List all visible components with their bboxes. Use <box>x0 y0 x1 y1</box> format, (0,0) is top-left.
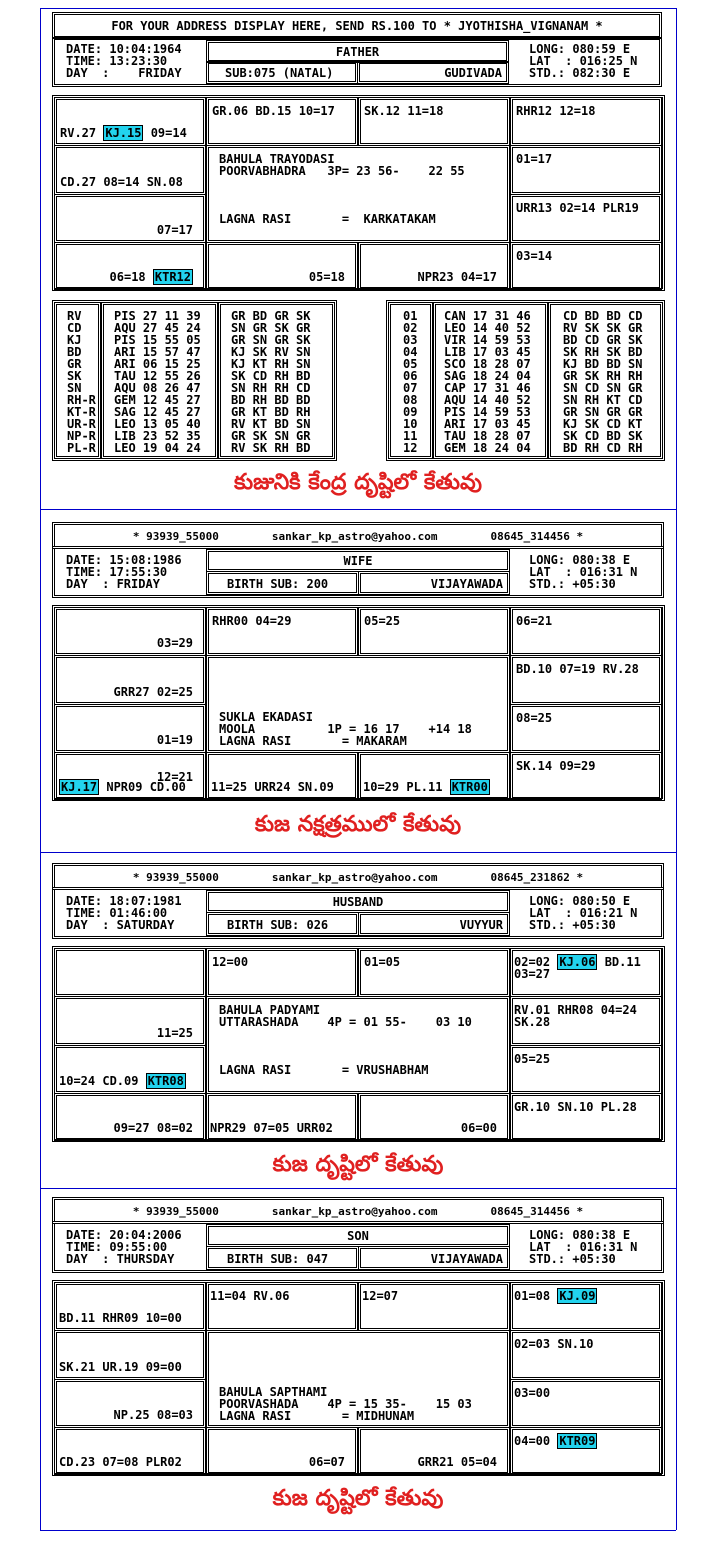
house-text: GRR27 02=25 <box>113 685 193 699</box>
house-text: RHR00 04=29 <box>212 614 292 628</box>
house-text: 11=25 URR24 SN.09 <box>211 780 334 794</box>
sub-text: BIRTH SUB: 047 <box>227 1252 329 1266</box>
house-text: 12=07 <box>362 1289 399 1303</box>
house-text: 03=27 <box>514 967 551 981</box>
house-text: 03=14 <box>516 249 553 263</box>
house-text: RV.01 RHR08 04=24 <box>514 1003 637 1017</box>
std-text: STD.: +05:30 <box>529 577 616 591</box>
house-cell <box>510 1379 662 1428</box>
house-text: 01=08 KJ.09 <box>514 1289 596 1303</box>
place-text: GUDIVADA <box>444 66 502 80</box>
table-col <box>548 302 663 459</box>
house-cell <box>54 655 206 705</box>
house-cell <box>54 194 206 243</box>
house-cell <box>54 704 206 753</box>
house-cell <box>206 1282 358 1331</box>
house-cell <box>358 948 510 997</box>
house-cell <box>510 145 662 195</box>
banner-box <box>52 12 662 39</box>
caption: కుజ దృష్టిలో కేతువు <box>272 1152 444 1177</box>
banner-text: FOR YOUR ADDRESS DISPLAY HERE, SEND RS.100 TO * JYOTHISHA_VIGNANAM * <box>111 19 603 33</box>
highlight: KTR08 <box>147 1074 184 1088</box>
house-cell <box>206 1427 358 1475</box>
banner-text: * 93939_55000 sankar_kp_astro@yahoo.com 08645_314456 * <box>132 530 584 543</box>
house-text: 11=04 RV.06 <box>210 1289 290 1303</box>
planet-lords: GR BD GR SK SN GR SK GR GR SN GR SK KJ SK RV SN KJ KT RH SN SK CD RH BD SN RH RH CD BD RH BD BD GR KT BD RH RV KT BD SN GR SK SN GR RV SK RH BD <box>231 309 311 455</box>
house-text: RHR12 12=18 <box>516 104 596 118</box>
sub-text: BIRTH SUB: 200 <box>227 577 329 591</box>
relation-box <box>206 1224 510 1247</box>
house-text: 01=05 <box>364 955 401 969</box>
sub-box <box>206 1246 359 1270</box>
house-cell <box>358 1093 510 1141</box>
house-text: 07=17 <box>156 223 193 237</box>
house-text: 10=29 PL.11 KTR00 <box>363 780 488 794</box>
center-text: POORVABHADRA 3P= 23 56- 22 55 <box>219 164 465 178</box>
long-text: LONG: 080:38 E <box>529 1228 631 1242</box>
place-box <box>358 912 510 936</box>
planet-names: RV CD KJ BD GR SK SN RH-R KT-R UR-R NP-R PL-R <box>67 309 96 455</box>
time-text: TIME: 01:46:00 <box>66 906 168 920</box>
center-cell <box>206 996 510 1094</box>
house-text: GR.10 SN.10 PL.28 <box>514 1100 637 1114</box>
house-text: 02=02 KJ.06 BD.11 <box>514 955 641 969</box>
sub-text: SUB:075 (NATAL) <box>225 66 334 80</box>
lat-text: LAT : 016:21 N <box>529 906 638 920</box>
center-cell <box>206 1330 510 1428</box>
house-text: SK.14 09=29 <box>516 759 596 773</box>
caption: కుజునికి కేంద్ర దృష్టిలో కేతువు <box>233 470 483 495</box>
house-cell <box>358 607 510 656</box>
house-cell <box>510 97 662 146</box>
divider <box>40 852 676 853</box>
house-cell <box>206 242 358 290</box>
house-cell <box>54 97 206 146</box>
house-cell <box>54 145 206 195</box>
table-col <box>433 302 548 459</box>
house-cell <box>54 1282 206 1331</box>
house-text: KJ.17 NPR09 CD.00 <box>61 780 186 794</box>
highlight: KJ.06 <box>559 955 596 969</box>
planet-degrees: PIS 27 11 39 AQU 27 45 24 PIS 15 55 05 ARI 15 57 47 ARI 06 15 25 TAU 12 55 26 AQU 08 26 47 GEM 12 45 27 SAG 12 45 27 LEO 13 05 40 LIB 23 52 35 LEO 19 04 24 <box>114 309 201 455</box>
house-text: 06=18 KTR12 <box>109 270 191 284</box>
day-text: DAY : THURSDAY <box>66 1252 175 1266</box>
date-text: DATE: 18:07:1981 <box>66 894 182 908</box>
cusp-numbers: 01 02 03 04 05 06 07 08 09 10 11 12 <box>403 309 418 455</box>
long-text: LONG: 080:38 E <box>529 553 631 567</box>
place-box <box>358 1246 510 1270</box>
house-cell <box>510 1045 662 1094</box>
house-text: 11=25 <box>156 1026 193 1040</box>
caption: కుజ నక్షత్రములో కేతువు <box>254 812 462 837</box>
house-cell <box>54 1093 206 1141</box>
long-text: LONG: 080:59 E <box>529 42 631 56</box>
house-cell <box>206 948 358 997</box>
time-text: TIME: 17:55:30 <box>66 565 168 579</box>
sub-box <box>206 912 359 936</box>
relation-box <box>206 549 510 572</box>
place-text: VUYYUR <box>459 918 503 932</box>
house-text: SK.28 <box>514 1015 551 1029</box>
house-text: CD.27 08=14 SN.08 <box>60 175 183 189</box>
banner-text: * 93939_55000 sankar_kp_astro@yahoo.com 08645_231862 * <box>132 871 584 884</box>
house-text: 01=17 <box>516 152 553 166</box>
day-text: DAY : SATURDAY <box>66 918 175 932</box>
divider <box>40 8 676 9</box>
center-text: BAHULA TRAYODASI <box>219 152 335 166</box>
house-cell <box>510 948 662 997</box>
highlight: KTR00 <box>451 780 488 794</box>
house-text: NPR23 04=17 <box>417 270 497 284</box>
banner-box <box>52 1197 664 1224</box>
day-text: DAY : FRIDAY <box>66 66 182 80</box>
center-text: POORVASHADA 4P = 15 35- 15 03 <box>219 1397 472 1411</box>
house-cell <box>54 242 206 290</box>
std-text: STD.: +05:30 <box>529 1252 616 1266</box>
house-text: BD.11 RHR09 10=00 <box>59 1311 182 1325</box>
house-text: 08=25 <box>516 711 553 725</box>
relation-box <box>206 40 509 63</box>
center-cell <box>206 655 510 753</box>
std-text: STD.: 082:30 E <box>529 66 631 80</box>
house-text: 05=18 <box>308 270 345 284</box>
house-text: 09=27 08=02 <box>113 1121 193 1135</box>
sub-box <box>206 571 359 595</box>
center-text: BAHULA SAPTHAMI <box>219 1385 328 1399</box>
house-cell <box>358 1427 510 1475</box>
table-col <box>54 302 101 459</box>
center-text: UTTARASHADA 4P = 01 55- 03 10 <box>219 1015 472 1029</box>
house-text: 12=21 <box>156 770 193 784</box>
house-cell <box>510 752 662 800</box>
relation-box <box>206 890 510 913</box>
house-text: 10=24 CD.09 KTR08 <box>59 1074 184 1088</box>
house-cell <box>54 1379 206 1428</box>
house-cell <box>358 752 510 800</box>
highlight: KTR12 <box>154 270 191 284</box>
sub-box <box>206 61 358 84</box>
std-text: STD.: +05:30 <box>529 918 616 932</box>
place-box <box>358 571 510 595</box>
house-text: BD.10 07=19 RV.28 <box>516 662 639 676</box>
house-text: 12=00 <box>212 955 249 969</box>
highlight: KJ.09 <box>559 1289 596 1303</box>
house-cell <box>510 242 662 290</box>
house-cell <box>206 752 358 800</box>
cusp-degrees: CAN 17 31 46 LEO 14 40 52 VIR 14 59 53 LIB 17 03 45 SCO 18 28 07 SAG 18 24 04 CAP 17 31 46 AQU 14 40 52 PIS 14 59 53 ARI 17 03 45 TAU 18 28 07 GEM 18 24 04 <box>444 309 531 455</box>
house-cell <box>510 1427 662 1475</box>
lat-text: LAT : 016:31 N <box>529 565 638 579</box>
divider <box>40 509 676 510</box>
center-text: SUKLA EKADASI <box>219 710 313 724</box>
banner-box <box>52 863 664 890</box>
house-text: 06=00 <box>460 1121 497 1135</box>
house-text: SK.21 UR.19 09=00 <box>59 1360 182 1374</box>
house-cell <box>510 655 662 705</box>
time-text: TIME: 09:55:00 <box>66 1240 168 1254</box>
lat-text: LAT : 016:31 N <box>529 1240 638 1254</box>
date-text: DATE: 20:04:2006 <box>66 1228 182 1242</box>
house-cell <box>206 1093 358 1141</box>
house-cell <box>358 242 510 290</box>
house-text: NPR29 07=05 URR02 <box>210 1121 333 1135</box>
house-text: 06=21 <box>516 614 553 628</box>
center-text: LAGNA RASI = VRUSHABHAM <box>219 1063 429 1077</box>
center-cell <box>206 145 510 243</box>
house-text: 01=19 <box>156 733 193 747</box>
place-text: VIJAYAWADA <box>430 577 503 591</box>
house-text: 03=29 <box>156 636 193 650</box>
house-text: SK.12 11=18 <box>364 104 444 118</box>
house-cell <box>510 194 662 243</box>
house-cell <box>54 996 206 1046</box>
banner-box <box>52 522 664 549</box>
relation-text: FATHER <box>335 45 380 59</box>
table-col <box>101 302 218 459</box>
house-cell <box>54 1045 206 1094</box>
house-cell <box>54 1427 206 1475</box>
sub-text: BIRTH SUB: 026 <box>227 918 329 932</box>
highlight: KTR09 <box>559 1434 596 1448</box>
table-col <box>218 302 335 459</box>
date-text: DATE: 10:04:1964 <box>66 42 182 56</box>
house-text: 03=00 <box>514 1386 551 1400</box>
place-box <box>357 61 509 84</box>
cusp-lords: CD BD BD CD RV SK SK GR BD CD GR SK SK RH SK BD KJ BD BD SN GR SK RH RH SN CD SN GR SN RH KT CD GR SN GR GR KJ SK CD KT SK CD BD SK BD RH CD RH <box>563 309 643 455</box>
relation-text: WIFE <box>343 554 373 568</box>
house-text: NP.25 08=03 <box>113 1408 193 1422</box>
divider <box>40 1530 676 1531</box>
house-cell <box>510 1282 662 1331</box>
house-cell <box>54 752 206 800</box>
house-text: 02=03 SN.10 <box>514 1337 594 1351</box>
house-cell <box>358 97 510 146</box>
center-text: BAHULA PADYAMI <box>219 1003 321 1017</box>
house-text: 04=00 KTR09 <box>514 1434 596 1448</box>
place-text: VIJAYAWADA <box>430 1252 503 1266</box>
banner-text: * 93939_55000 sankar_kp_astro@yahoo.com 08645_314456 * <box>132 1205 584 1218</box>
house-text: 05=25 <box>364 614 401 628</box>
highlight: KJ.15 <box>105 126 142 140</box>
house-cell <box>510 1330 662 1380</box>
center-text: LAGNA RASI = MAKARAM <box>219 734 407 748</box>
house-text: GR.06 BD.15 10=17 <box>212 104 335 118</box>
center-text: LAGNA RASI = KARKATAKAM <box>219 212 436 226</box>
house-text: GRR21 05=04 <box>417 1455 497 1469</box>
day-text: DAY : FRIDAY <box>66 577 160 591</box>
long-text: LONG: 080:50 E <box>529 894 631 908</box>
house-cell <box>510 1093 662 1141</box>
relation-text: SON <box>347 1229 369 1243</box>
house-cell <box>54 607 206 656</box>
house-cell <box>510 704 662 753</box>
lat-text: LAT : 016:25 N <box>529 54 638 68</box>
relation-text: HUSBAND <box>332 895 384 909</box>
house-cell <box>54 1330 206 1380</box>
house-text: CD.23 07=08 PLR02 <box>59 1455 182 1469</box>
time-text: TIME: 13:23:30 <box>66 54 168 68</box>
house-cell <box>358 1282 510 1331</box>
highlight: KJ.17 <box>61 780 98 794</box>
house-cell <box>54 948 206 997</box>
center-text: MOOLA 1P = 16 17 +14 18 <box>219 722 472 736</box>
date-text: DATE: 15:08:1986 <box>66 553 182 567</box>
house-text: 06=07 <box>308 1455 345 1469</box>
house-cell <box>510 607 662 656</box>
house-text: URR13 02=14 PLR19 <box>516 201 639 215</box>
house-cell <box>206 97 358 146</box>
house-cell <box>510 996 662 1046</box>
center-text: LAGNA RASI = MIDHUNAM <box>219 1409 415 1423</box>
house-cell <box>206 607 358 656</box>
house-text: 05=25 <box>514 1052 551 1066</box>
divider <box>40 1188 676 1189</box>
house-text: RV.27 KJ.15 09=14 <box>60 126 187 140</box>
table-col <box>388 302 433 459</box>
caption: కుజ దృష్టిలో కేతువు <box>272 1486 444 1511</box>
